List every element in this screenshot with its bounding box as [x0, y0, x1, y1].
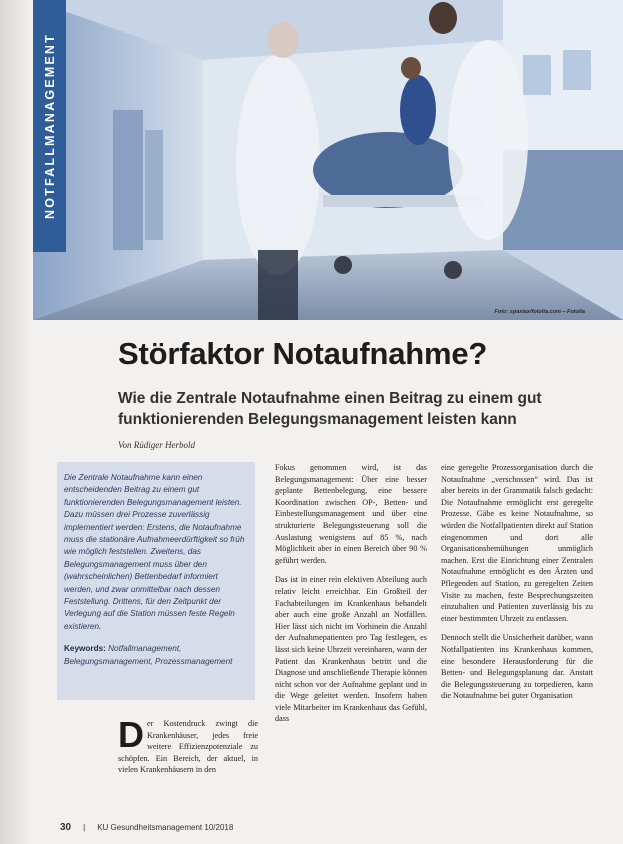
body-paragraph [118, 714, 258, 776]
keywords-list: Notfallmanagement, Belegungsmanagement, Prozessmanagement [64, 644, 233, 666]
page-gutter [0, 0, 30, 844]
footer-separator: | [83, 823, 86, 832]
abstract-box [57, 462, 255, 700]
publication-name: KU Gesundheitsmanagement 10/2018 [97, 823, 234, 832]
hero-photo [33, 0, 623, 320]
keywords [64, 643, 249, 668]
article-byline: Von Rüdiger Herbold [118, 440, 195, 450]
body-paragraph: Das ist in einer rein elektiven Abteilung auch relativ leicht erreichbar. Ein Großteil der Fachabteilungen im Krankenhaus behandelt aber auch eine große Anzahl an Notfällen. Hier lässt sich nicht im Vorhinein die Anzahl der Aufnahmepatienten pro Tag festlegen, es lässt sich keine Uhrzeit vereinbaren, wann der Patient das Krankenhaus betritt und die Diagnose und anschließende Therapie können nicht schon vor der Aufnahme geplant und in die Wege geleitet werden. Insofern haben viele Mitarbeiter im Krankenhaus das Gefühl, dass [275, 575, 427, 724]
section-label: NOTFALLMANAGEMENT [42, 33, 57, 219]
keywords-label: Keywords: [64, 644, 106, 654]
body-paragraph: Dennoch stellt die Unsicherheit darüber, wann Notfallpatienten ins Krankenhaus kommen, eine besondere Herausforderung für die Betten- und Belegungsplanung dar. Anstatt die Belegungssteuerung zu torpedieren, kann die Notaufnahme bei guter Organisation [441, 633, 593, 701]
section-tab [33, 0, 66, 252]
body-column-2 [275, 462, 427, 733]
drop-cap: D [118, 714, 144, 755]
body-column-3 [441, 462, 593, 710]
body-column-1 [118, 714, 258, 784]
article-subtitle: Wie die Zentrale Notaufnahme einen Beitrag zu einem gut funktionierenden Belegungsmanagement leisten kann [118, 390, 542, 428]
photo-credit: Foto: spaxiax/fotolia.com – Fotolia [494, 309, 585, 315]
body-paragraph: Fokus genommen wird, ist das Belegungsmanagement: Über eine besser geplante Bettenbelegung, eine bessere Koordination zwischen OP-, Betten- und Einbestellungsmanagement und über eine strukturierte Belegungssteuerung soll die Auslastung wenigstens auf 85 %, nach Möglichkeit aber in einen Bereich über 90 % geführt werden. [275, 463, 427, 565]
article-title: Störfaktor Notaufnahme? [118, 336, 488, 371]
body-paragraph: eine geregelte Prozessorganisation durch die Notaufnahme „verschossen“ wird. Das ist aber bereits in der Grammatik falsch gedacht: Die Notaufnahme ermöglicht erst geregelte Prozesse. Gäbe es keine Notaufnahme, so würden die Notfallpatienten direkt auf Station eingenommen und dort alle Organisationsbemühungen unmöglich machen. Erst die Einrichtung einer Zentralen Notaufnahme ermöglicht es den Ärzten und Pflegenden auf Station, zu geregelten Zeiten Visite zu machen, feste Besprechungszeiten einzuhalten und Patienten zuverlässig bis zu einer bestimmten Uhrzeit zu entlassen. [441, 463, 593, 623]
page-number: 30 [60, 822, 72, 833]
body-text: er Kostendruck zwingt die Krankenhäuser, jedes freie weitere Effizienzpotenziale zu schöpfen. Ein Bereich, der aktuel, in vielen Krankenhäusern in den [118, 719, 258, 775]
abstract-text: Die Zentrale Notaufnahme kann einen entscheidenden Beitrag zu einem gut funktionierenden Belegungsmanagement leisten. Dazu müssen drei Prozesse zuverlässig implementiert werden: Erstens, die Notaufnahme muss die stationäre Aufnahmeerdürftigkeit so früh wie möglich feststellen. Zweitens, das Belegungsmanagement muss über den (wahrscheinlichen) Bettenbedarf informiert werden, und zwar unmittelbar nach dessen Feststellung. Drittens, für den Zeitpunkt der Verlegung auf die Station müssen feste Regeln existieren. [64, 473, 245, 631]
hospital-corridor-photo [33, 0, 623, 320]
page-footer [60, 822, 233, 833]
